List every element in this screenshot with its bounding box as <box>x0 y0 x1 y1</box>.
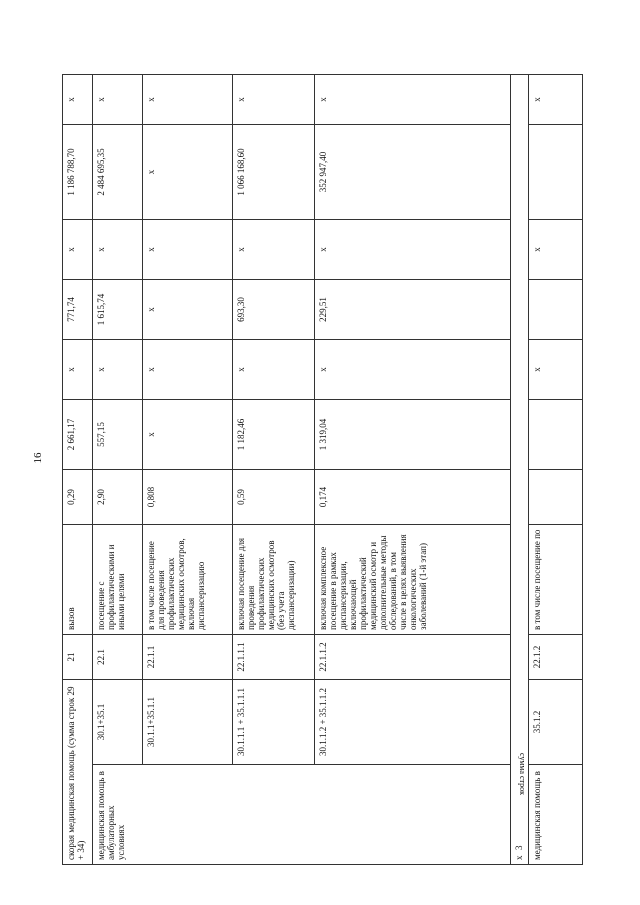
value-cell: 1 066 168,60 <box>233 124 315 219</box>
value-cell: 2 661,17 <box>63 399 93 469</box>
row-number: 22.1.1.2 <box>315 634 511 679</box>
row-number: 22.1.1 <box>143 634 233 679</box>
value-cell: x <box>93 219 143 279</box>
value-cell: x <box>529 219 583 279</box>
value-cell: 1 615,74 <box>93 279 143 339</box>
table-row <box>511 74 529 864</box>
row-number: 22.1.2 <box>529 634 583 679</box>
row-label: скорая медицинская помощь (сумма строк 29 + 34) <box>63 679 93 864</box>
value-cell: x <box>63 339 93 399</box>
value-cell <box>529 279 583 339</box>
row-formula: 35.1.2 <box>529 679 583 764</box>
value-cell: 0,59 <box>233 469 315 524</box>
value-cell: 0,29 <box>63 469 93 524</box>
row-number: 21 <box>63 634 93 679</box>
table-row <box>143 74 233 864</box>
value-cell: 693,30 <box>233 279 315 339</box>
tariff-table <box>62 74 583 865</box>
row-label: медицинская помощь в амбулаторных условиях <box>93 765 511 865</box>
row-formula: 30.1.1+35.1.1 <box>143 679 233 764</box>
unit-cell: в том числе посещение для проведения профилактических медицинских осмотров, включая диспансеризацию <box>143 524 233 634</box>
value-cell: 229,51 <box>315 279 511 339</box>
value-cell: x <box>93 339 143 399</box>
side-strip-fragment: 3 <box>514 845 524 850</box>
value-cell <box>529 399 583 469</box>
table-row <box>233 74 315 864</box>
value-cell: 0,174 <box>315 469 511 524</box>
value-cell: 352 947,40 <box>315 124 511 219</box>
unit-cell: вызов <box>63 524 93 634</box>
value-cell <box>529 124 583 219</box>
value-cell: 2,90 <box>93 469 143 524</box>
row-label: медицинская помощь в <box>529 765 583 865</box>
value-cell: x <box>143 74 233 124</box>
side-strip-marker: x <box>514 855 524 860</box>
unit-cell: посещение с профилактическими и иными целями <box>93 524 143 634</box>
unit-cell: в том числе посещение по <box>529 524 583 634</box>
table-row <box>529 74 583 864</box>
value-cell: x <box>315 339 511 399</box>
value-cell: x <box>233 339 315 399</box>
value-cell: 0,808 <box>143 469 233 524</box>
row-formula: 30.1+35.1 <box>93 679 143 764</box>
side-strip-label: сумма строк <box>518 753 527 795</box>
value-cell: x <box>93 74 143 124</box>
value-cell: 2 484 695,35 <box>93 124 143 219</box>
value-cell: x <box>315 74 511 124</box>
value-cell: 771,74 <box>63 279 93 339</box>
row-formula: 30.1.1.1 + 35.1.1.1 <box>233 679 315 764</box>
value-cell <box>529 469 583 524</box>
unit-cell: включая комплексное посещение в рамках диспансеризации, включающей профилактический медицинский осмотр и дополнительные методы обследований, в том числе в целях выявления онкологических заболеваний (1-й этап) <box>315 524 511 634</box>
value-cell: x <box>143 339 233 399</box>
value-cell: x <box>143 219 233 279</box>
value-cell: x <box>233 74 315 124</box>
row-number: 22.1 <box>93 634 143 679</box>
value-cell: x <box>143 279 233 339</box>
value-cell: x <box>143 399 233 469</box>
value-cell: 1 182,46 <box>233 399 315 469</box>
value-cell: 1 319,04 <box>315 399 511 469</box>
value-cell: 1 186 788,70 <box>63 124 93 219</box>
table-row <box>93 74 143 864</box>
value-cell: x <box>233 219 315 279</box>
rotated-table-container <box>62 75 582 865</box>
side-strip <box>511 74 529 864</box>
row-number: 22.1.1.1 <box>233 634 315 679</box>
page-number: 16 <box>32 452 44 464</box>
row-formula: 30.1.1.2 + 35.1.1.2 <box>315 679 511 764</box>
value-cell: 557,15 <box>93 399 143 469</box>
table-row <box>315 74 511 864</box>
value-cell: x <box>63 219 93 279</box>
table-row <box>63 74 93 864</box>
unit-cell: включая посещение для проведения профилактических медицинских осмотров (без учета диспансеризации) <box>233 524 315 634</box>
value-cell: x <box>529 339 583 399</box>
value-cell: x <box>63 74 93 124</box>
value-cell: x <box>143 124 233 219</box>
value-cell: x <box>529 74 583 124</box>
value-cell: x <box>315 219 511 279</box>
